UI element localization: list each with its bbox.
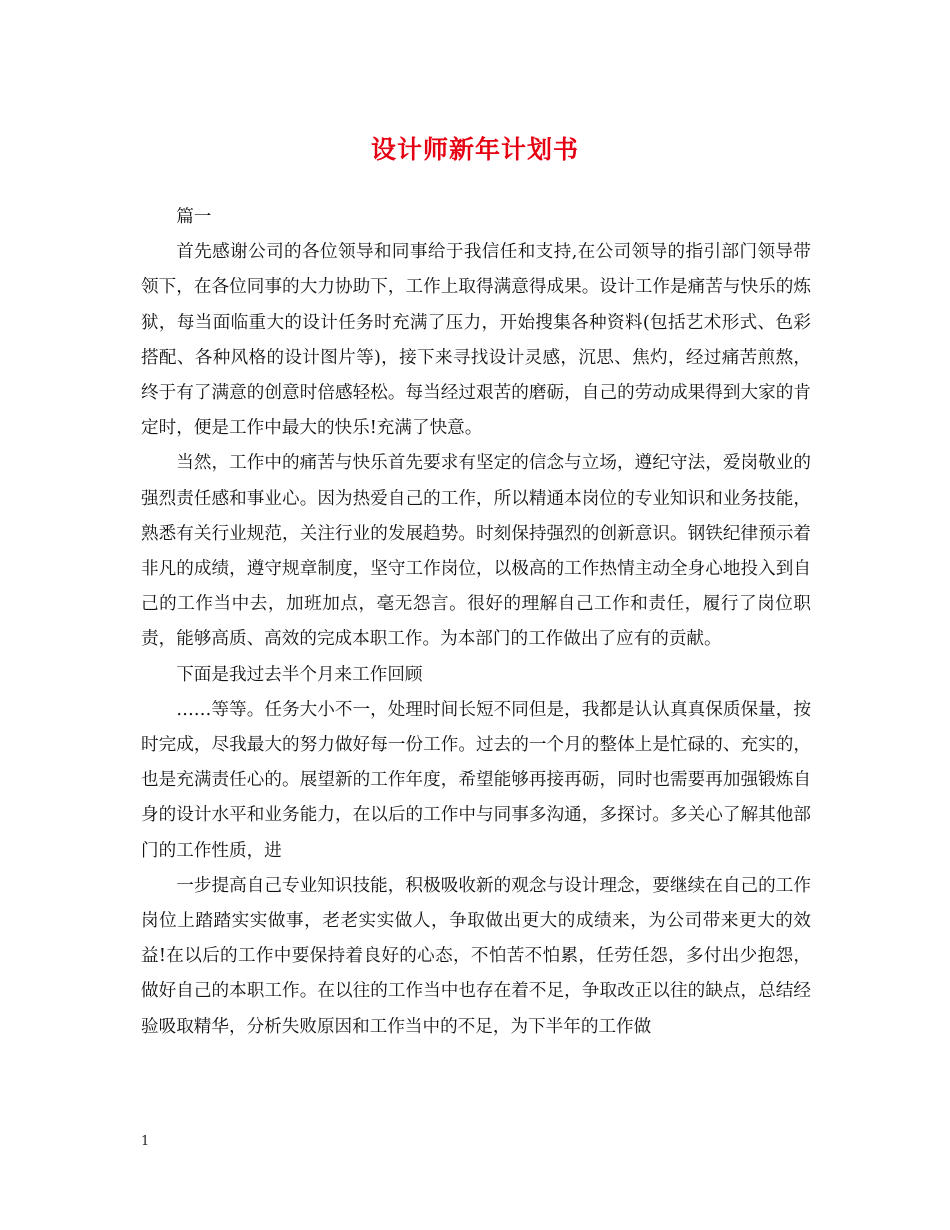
paragraph: 首先感谢公司的各位领导和同事给于我信任和支持,在公司领导的指引部门领导带领下，在各位同事的大力协助下，工作上取得满意得成果。设计工作是痛苦与快乐的炼狱，每当面临重大的设计任务时充满了压力，开始搜集各种资料(包括艺术形式、色彩搭配、各种风格的设计图片等)，接下来寻找设计灵感，沉思、焦灼，经过痛苦煎熬，终于有了满意的创意时倍感轻松。每当经过艰苦的磨砺，自己的劳动成果得到大家的肯定时，便是工作中最大的快乐!充满了快意。: [141, 242, 811, 439]
paragraph: 当然，工作中的痛苦与快乐首先要求有坚定的信念与立场，遵纪守法，爱岗敬业的强烈责任感和事业心。因为热爱自己的工作，所以精通本岗位的专业知识和业务技能，熟悉有关行业规范，关注行业的发展趋势。时刻保持强烈的创新意识。钢铁纪律预示着非凡的成绩，遵守规章制度，坚守工作岗位，以极高的工作热情主动全身心地投入到自己的工作当中去，加班加点，毫无怨言。很好的理解自己工作和责任，履行了岗位职责，能够高质、高效的完成本职工作。为本部门的工作做出了应有的贡献。: [141, 453, 811, 650]
paragraph: 一步提高自己专业知识技能，积极吸收新的观念与设计理念，要继续在自己的工作岗位上踏踏实实做事，老老实实做人，争取做出更大的成绩来，为公司带来更大的效益!在以后的工作中要保持着良好的心态，不怕苦不怕累，任劳任怨，多付出少抱怨，做好自己的本职工作。在以往的工作当中也存在着不足，争取改正以往的缺点，总结经验吸取精华，分析失败原因和工作当中的不足，为下半年的工作做: [141, 875, 811, 1037]
paragraph: 下面是我过去半个月来工作回顾: [176, 664, 423, 685]
section-heading: 篇一: [176, 207, 212, 227]
document-body: [141, 200, 811, 1045]
document-title: 设计师新年计划书: [370, 135, 579, 164]
page-number: 1: [141, 1134, 150, 1149]
paragraph: ……等等。任务大小不一，处理时间长短不同但是，我都是认认真真保质保量，按时完成，尽我最大的努力做好每一份工作。过去的一个月的整体上是忙碌的、充实的，也是充满责任心的。展望新的工作年度，希望能够再接再砺，同时也需要再加强锻炼自身的设计水平和业务能力，在以后的工作中与同事多沟通，多探讨。多关心了解其他部门的工作性质，进: [141, 699, 811, 861]
